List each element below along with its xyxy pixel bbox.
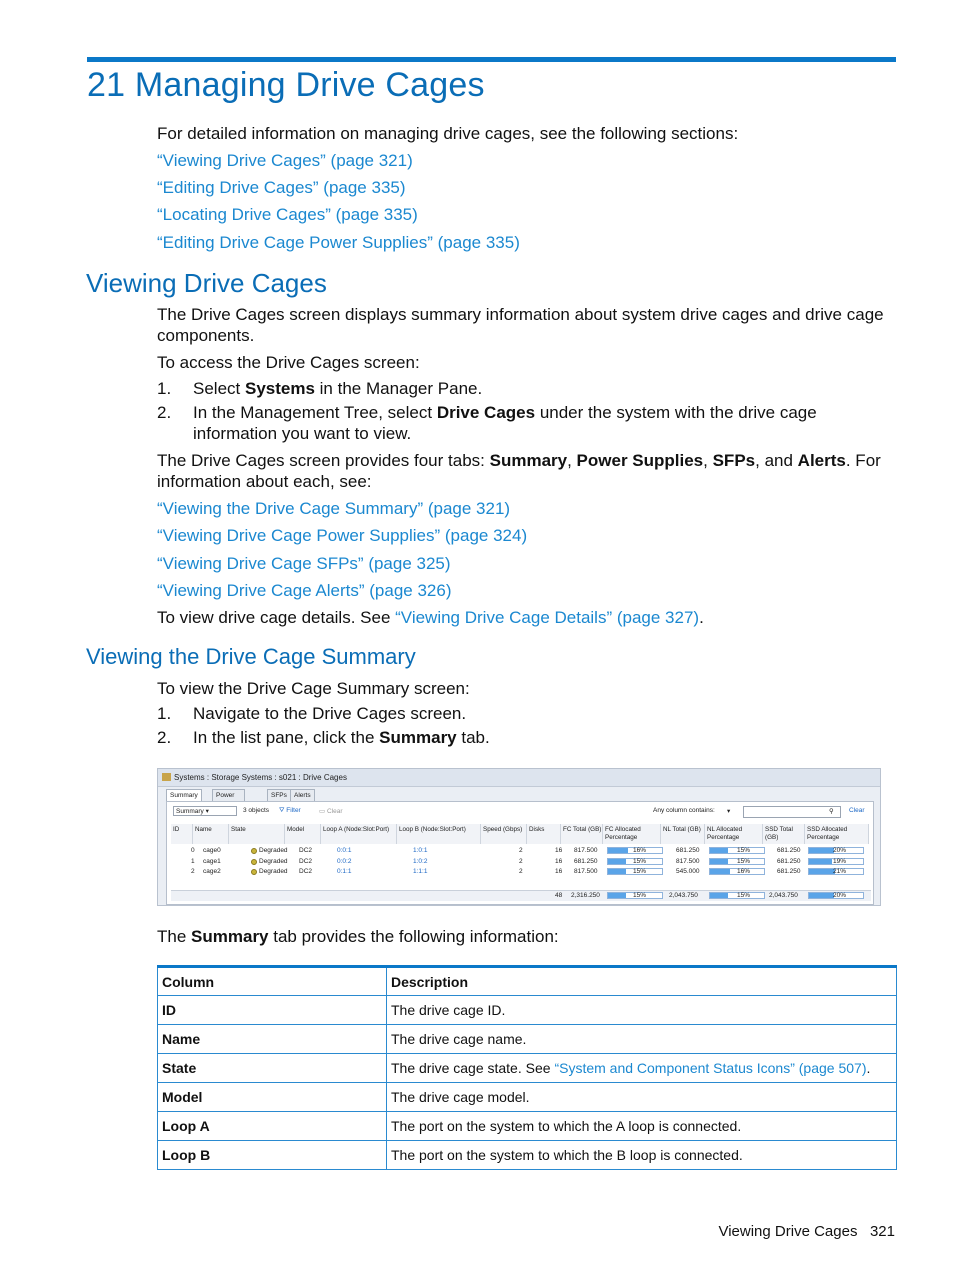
breadcrumb: Systems : Storage Systems : s021 : Drive Cages [174, 773, 347, 782]
percentage-bar-fill [608, 869, 626, 874]
tabs-paragraph: The Drive Cages screen provides four tabs: Summary, Power Supplies, SFPs, and Alerts. For information about each, see: [157, 451, 881, 491]
link-viewing-drive-cages[interactable]: “Viewing Drive Cages” (page 321) [157, 151, 413, 170]
grid-cell: 48 [555, 892, 563, 899]
table-row: Loop B The port on the system to which the B loop is connected. [158, 1141, 897, 1170]
grid-cell: 16 [555, 868, 563, 875]
grid-cell: 2,043.750 [669, 892, 698, 899]
grid-cell: 16 [555, 847, 563, 854]
intro-text: For detailed information on managing drive cages, see the following sections: [157, 124, 739, 143]
grid-cell: 681.250 [777, 847, 801, 854]
table-row: Model The drive cage model. [158, 1083, 897, 1112]
chevron-down-icon: ▾ [205, 808, 209, 815]
table-row: ID The drive cage ID. [158, 996, 897, 1025]
search-icon[interactable]: ⚲ [829, 808, 834, 815]
percentage-bar-fill [809, 859, 832, 864]
grid-cell: cage0 [203, 847, 221, 854]
degraded-status-icon [251, 869, 257, 875]
grid-cell: 2 [519, 868, 523, 875]
percentage-bar-fill [608, 859, 626, 864]
grid-cell: 20% [833, 847, 847, 854]
grid-header-cell[interactable]: ID [171, 824, 193, 844]
degraded-status-icon [251, 848, 257, 854]
grid-header-cell[interactable]: NL Allocated Percentage [705, 824, 763, 844]
grid-cell: 15% [633, 892, 647, 899]
grid-header-cell[interactable]: Speed (Gbps) [481, 824, 527, 844]
grid-header-cell[interactable]: FC Total (GB) [561, 824, 603, 844]
table-row: State The drive cage state. See “System and Component Status Icons” (page 507). [158, 1054, 897, 1083]
link-status-icons[interactable]: “System and Component Status Icons” (page 507) [554, 1060, 867, 1076]
chapter-rule [87, 57, 896, 62]
grid-cell: 681.250 [777, 868, 801, 875]
grid-header-cell[interactable]: Disks [527, 824, 561, 844]
grid-cell: 15% [633, 868, 647, 875]
grid-header-cell[interactable]: Name [193, 824, 229, 844]
grid-header-cell[interactable]: SSD Allocated Percentage [805, 824, 869, 844]
tab-summary[interactable]: Summary [166, 789, 202, 802]
tab-sfps[interactable]: SFPs [267, 789, 291, 802]
grid-cell: 817.500 [676, 857, 700, 865]
grid-cell: cage2 [203, 868, 221, 875]
drive-cage-grid [171, 824, 871, 886]
grid-cell: 817.500 [574, 847, 598, 854]
grid-header-cell[interactable]: Loop A (Node:Slot:Port) [321, 824, 397, 844]
grid-cell: 1 [191, 857, 195, 865]
grid-cell: Degraded [259, 868, 288, 875]
details-paragraph: To view drive cage details. See “Viewing Drive Cage Details” (page 327). [157, 608, 704, 627]
link-drive-cage-power-supplies[interactable]: “Viewing Drive Cage Power Supplies” (page 324) [157, 526, 528, 545]
grid-cell: 2 [519, 857, 523, 865]
percentage-bar-fill [809, 848, 834, 853]
column-select-chevron-icon[interactable]: ▾ [727, 808, 731, 815]
grid-cell: 817.500 [574, 868, 598, 875]
grid-cell: 15% [737, 847, 751, 854]
summary-columns-table [157, 965, 897, 1170]
grid-cell: 681.250 [676, 847, 700, 854]
degraded-status-icon [251, 859, 257, 865]
object-count: 3 objects [243, 807, 270, 814]
grid-cell: 0 [191, 847, 195, 854]
grid-cell: 0:1:1 [337, 868, 352, 875]
grid-header-cell[interactable]: Model [285, 824, 321, 844]
grid-cell: 16 [555, 857, 563, 865]
percentage-bar-fill [710, 859, 728, 864]
grid-cell: 0:0:1 [337, 847, 352, 854]
grid-cell: cage1 [203, 857, 221, 865]
grid-header-cell[interactable]: State [229, 824, 285, 844]
page-footer: Viewing Drive Cages 321 [718, 1223, 895, 1240]
view-select[interactable]: Summary ▾ [173, 806, 237, 816]
grid-cell: DC2 [299, 868, 313, 875]
tab-power-supplies[interactable]: Power [212, 789, 245, 802]
totals-row [171, 890, 871, 901]
grid-cell: 2,316.250 [571, 892, 600, 899]
filter-button[interactable]: ⛛ Filter [279, 807, 301, 814]
grid-cell: 1:0:2 [413, 857, 428, 865]
percentage-bar-fill [710, 848, 728, 853]
grid-cell: 19% [833, 857, 847, 865]
percentage-bar-fill [809, 893, 834, 898]
grid-cell: 2 [191, 868, 195, 875]
section-title-viewing-drive-cages: Viewing Drive Cages [86, 268, 327, 298]
percentage-bar-fill [710, 869, 730, 874]
header-description: Description [387, 967, 897, 996]
table-header-row [158, 967, 897, 996]
grid-cell: 2 [519, 847, 523, 854]
drive-cages-screenshot [157, 768, 881, 906]
list-pane [166, 801, 874, 905]
section1-paragraph: The Drive Cages screen displays summary information about system drive cages and drive cage components. [157, 305, 884, 345]
table-row: Name The drive cage name. [158, 1025, 897, 1054]
grid-cell: 545.000 [676, 868, 700, 875]
link-drive-cage-summary[interactable]: “Viewing the Drive Cage Summary” (page 321) [157, 499, 511, 518]
grid-cell: 15% [633, 857, 647, 865]
grid-cell: 20% [833, 892, 847, 899]
grid-cell: Degraded [259, 847, 288, 854]
grid-cell: DC2 [299, 847, 313, 854]
grid-cell: 681.250 [574, 857, 598, 865]
percentage-bar-fill [608, 848, 628, 853]
link-drive-cage-alerts[interactable]: “Viewing Drive Cage Alerts” (page 326) [157, 581, 452, 600]
clear-search-link[interactable]: Clear [849, 807, 865, 814]
tab-alerts[interactable]: Alerts [290, 789, 315, 802]
grid-header-cell[interactable]: SSD Total (GB) [763, 824, 805, 844]
grid-cell: 1:1:1 [413, 868, 428, 875]
grid-cell: 681.250 [777, 857, 801, 865]
grid-cell: DC2 [299, 857, 313, 865]
link-editing-power-supplies[interactable]: “Editing Drive Cage Power Supplies” (page 335) [157, 233, 520, 252]
grid-cell: 2,043.750 [769, 892, 798, 899]
percentage-bar-fill [608, 893, 626, 898]
clear-filter-button[interactable]: ▭ Clear [319, 808, 343, 815]
summary-tab-paragraph: The Summary tab provides the following information: [157, 927, 559, 946]
page-number: 321 [869, 1223, 895, 1240]
link-locating-drive-cages[interactable]: “Locating Drive Cages” (page 335) [157, 205, 418, 224]
grid-cell: 16% [633, 847, 647, 854]
grid-header-cell[interactable]: FC Allocated Percentage [603, 824, 661, 844]
grid-cell: Degraded [259, 857, 288, 865]
grid-cell: 21% [833, 868, 847, 875]
link-drive-cage-details[interactable]: “Viewing Drive Cage Details” (page 327) [395, 608, 700, 627]
grid-header-cell[interactable]: NL Total (GB) [661, 824, 705, 844]
section-title-summary: Viewing the Drive Cage Summary [86, 644, 416, 669]
chapter-title: 21 Managing Drive Cages [87, 66, 485, 104]
link-editing-drive-cages[interactable]: “Editing Drive Cages” (page 335) [157, 178, 406, 197]
grid-cell: 1:0:1 [413, 847, 428, 854]
search-input[interactable] [743, 806, 841, 818]
grid-cell: 15% [737, 892, 751, 899]
grid-header-cell[interactable]: Loop B (Node:Slot:Port) [397, 824, 481, 844]
grid-cell: 0:0:2 [337, 857, 352, 865]
screenshot-title-bar [158, 769, 880, 787]
percentage-bar-fill [809, 869, 835, 874]
grid-cell: 16% [737, 868, 751, 875]
header-column: Column [158, 967, 387, 996]
summary-intro: To view the Drive Cage Summary screen: [157, 679, 470, 698]
storage-icon [162, 773, 171, 781]
percentage-bar-fill [710, 893, 728, 898]
any-column-label: Any column contains: [653, 807, 715, 814]
link-drive-cage-sfps[interactable]: “Viewing Drive Cage SFPs” (page 325) [157, 554, 451, 573]
filter-icon: ⛛ [279, 807, 285, 814]
table-row: Loop A The port on the system to which the A loop is connected. [158, 1112, 897, 1141]
access-intro: To access the Drive Cages screen: [157, 353, 420, 372]
clear-icon: ▭ [319, 808, 326, 815]
grid-cell: 15% [737, 857, 751, 865]
